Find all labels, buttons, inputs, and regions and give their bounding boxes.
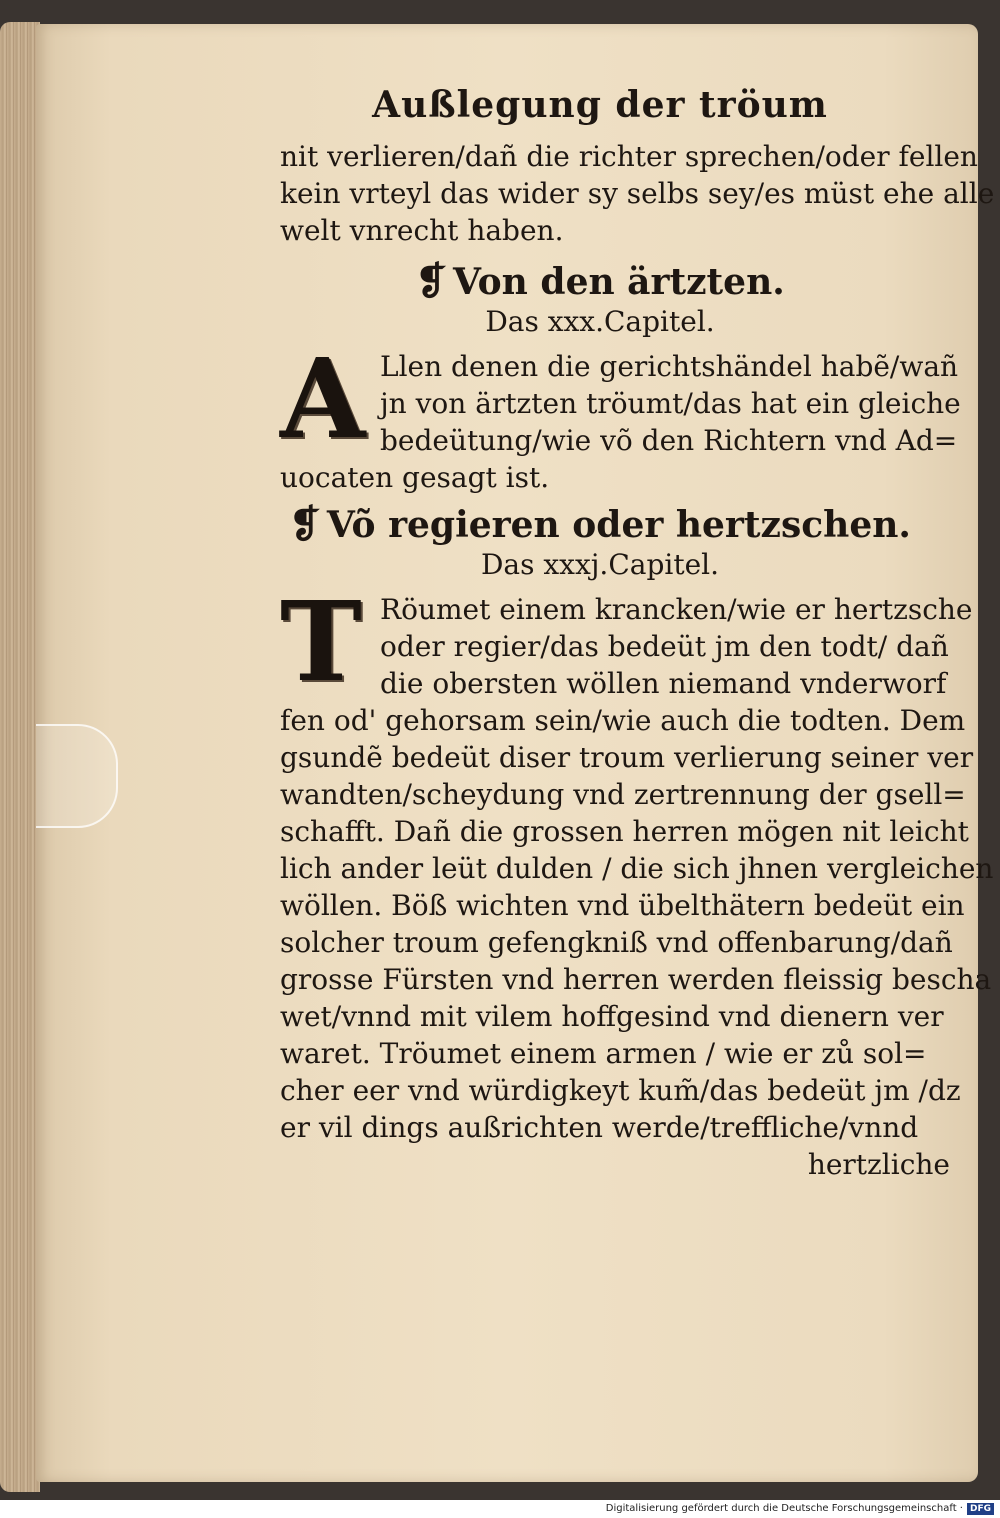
text-line: oder regier/das bedeüt jm den todt/ dañ: [380, 630, 949, 663]
text-line: kein vrteyl das wider sy selbs sey/es müst ehe alle: [280, 177, 995, 210]
text-line: bedeütung/wie võ den Richtern vnd Ad=: [380, 424, 958, 457]
text-line: lich ander leüt dulden / die sich jhnen vergleichen: [280, 852, 994, 885]
text-line: welt vnrecht haben.: [280, 214, 564, 247]
page-text: [240, 84, 995, 1183]
text-line: waret. Tröumet einem armen / wie er zů sol=: [280, 1037, 927, 1070]
chapter-paragraph: [240, 577, 994, 1183]
running-head: Außlegung der tröum: [372, 84, 828, 126]
text-line: cher eer vnd würdigkeyt kum̃/das bedeüt jm /dz: [280, 1074, 961, 1107]
page-clip: [36, 724, 118, 828]
text-line: Röumet einem krancken/wie er hertzsche: [380, 593, 973, 626]
chapter-number: Das xxx.Capitel.: [485, 305, 715, 338]
pilcrow-mark: ❡: [415, 258, 448, 303]
text-line: grosse Fürsten vnd herren werden fleissig bescha: [280, 963, 992, 996]
footer-credit: Digitalisierung gefördert durch die Deutsche Forschungsgemeinschaft: [605, 1503, 957, 1514]
text-line: solcher troum gefengkniß vnd offenbarung/dañ: [280, 926, 953, 959]
text-line: jn von ärtzten tröumt/das hat ein gleiche: [380, 387, 961, 420]
text-line: gsundẽ bedeüt diser troum verlierung seiner ver: [280, 741, 974, 774]
chapter-number: Das xxxj.Capitel.: [480, 548, 720, 581]
dfg-logo: DFG: [967, 1503, 994, 1515]
text-line: er vil dings außrichten werde/treffliche/vnnd: [280, 1111, 919, 1144]
chapter-title-text: Võ regieren oder hertzschen.: [326, 504, 911, 546]
decorated-initial: A: [280, 334, 366, 463]
chapter-title: [240, 502, 960, 547]
text-line: wandten/scheydung vnd zertrennung der gsell=: [280, 778, 966, 811]
text-line: schafft. Dañ die grossen herren mögen nit leicht: [280, 815, 969, 848]
text-line: wöllen. Böß wichten vnd übelthätern bedeüt ein: [280, 889, 965, 922]
text-line: nit verlieren/dañ die richter sprechen/oder fellen: [280, 140, 978, 173]
text-line: fen od' gehorsam sein/wie auch die todten. Dem: [280, 704, 966, 737]
book-page-edges: [0, 22, 40, 1492]
digitization-footer: Digitalisierung gefördert durch die Deutsche Forschungsgemeinschaft · DFG: [0, 1500, 1000, 1518]
catchword: hertzliche: [807, 1148, 950, 1181]
text-line: die obersten wöllen niemand vnderworf: [380, 667, 947, 700]
chapter-paragraph: [240, 334, 961, 496]
decorated-initial: T: [280, 577, 362, 706]
pilcrow-mark: ❡: [289, 501, 321, 546]
intro-paragraph: [240, 138, 995, 249]
text-line: Llen denen die gerichtshändel habẽ/wañ: [380, 350, 959, 383]
text-line: uocaten gesagt ist.: [280, 461, 550, 494]
text-line: wet/vnnd mit vilem hoffgesind vnd dienern ver: [280, 1000, 944, 1033]
chapter-title-text: Von den ärtzten.: [453, 261, 785, 303]
chapter-title: [240, 259, 960, 304]
